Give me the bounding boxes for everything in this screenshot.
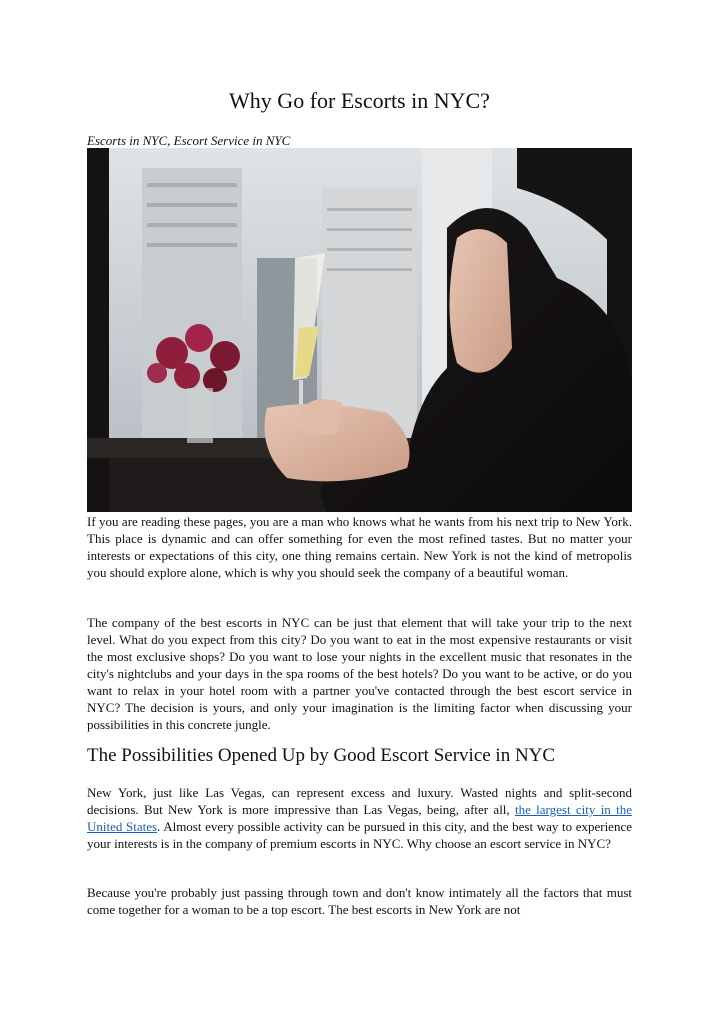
page-title: Why Go for Escorts in NYC? [229, 88, 490, 113]
largest-city-link[interactable]: the largest city in the United States [87, 802, 632, 834]
paragraph-1: If you are reading these pages, you are a man who knows what he wants from his next trip to New York. This place is dynamic and can offer something for even the most refined tastes. But no matter your interests or expectations of this city, one thing remains certain. New York is not the kind of metropolis you should explore alone, which is why you should seek the company of a beautiful woman. [87, 514, 632, 580]
paragraph-3-text-after: . Almost every possible activity can be pursued in this city, and the best way to experience your interests is in the company of premium escorts in NYC. Why choose an escort service in NYC? [87, 819, 632, 851]
hero-photo [87, 148, 632, 512]
category-links[interactable]: Escorts in NYC, Escort Service in NYC [87, 133, 291, 148]
section-heading: The Possibilities Opened Up by Good Escort Service in NYC [87, 745, 556, 766]
paragraph-4: Because you're probably just passing through town and don't know intimately all the factors that must come together for a woman to be a top escort. The best escorts in New York are not [87, 885, 632, 917]
paragraph-3 [87, 784, 632, 852]
paragraph-2: The company of the best escorts in NYC can be just that element that will take your trip to the next level. What do you expect from this city? Do you want to eat in the most expensive restaurants or visit the most exclusive shops? Do you want to lose your nights in the excellent music that resonates in the city's nightclubs and your days in the spa rooms of the best hotels? Do you want to be active, or do you want to relax in your hotel room with a partner you've contacted through the best escort service in NYC? The decision is yours, and only your imagination is the limiting factor when discussing your possibilities in this concrete jungle. [87, 615, 632, 732]
paragraph-3-text-before: New York, just like Las Vegas, can represent excess and luxury. Wasted nights and split-second decisions. But New York is more impressive than Las Vegas, being, after all, [87, 785, 632, 817]
